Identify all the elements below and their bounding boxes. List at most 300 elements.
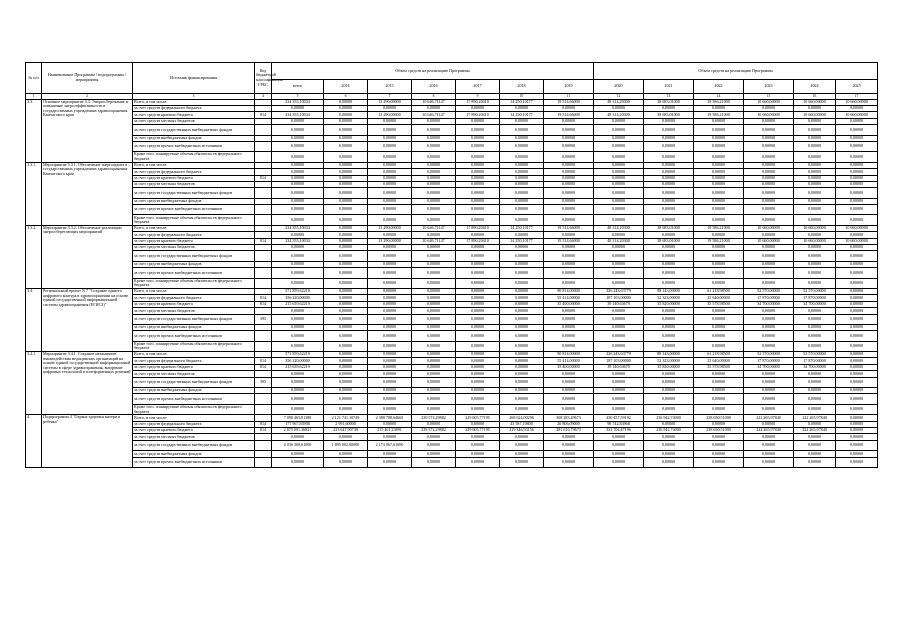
amount-cell: 0,00000	[272, 162, 324, 168]
amount-cell: 0,00000	[644, 278, 694, 288]
header-source: Источник финансирования	[133, 63, 255, 94]
amount-cell: 0,00000	[368, 308, 412, 314]
amount-cell: 0,00000	[544, 175, 594, 181]
amount-cell: 0,00000	[794, 232, 836, 238]
amount-cell: 0,00000	[744, 308, 794, 314]
amount-cell: 10 660,00000	[836, 99, 878, 105]
amount-cell: 0,00000	[368, 301, 412, 307]
amount-cell: 0,00000	[272, 141, 324, 151]
header-index: 6	[324, 94, 368, 100]
amount-cell: 0,00000	[456, 295, 500, 301]
table-row	[26, 331, 878, 341]
source-label: за счет средств краевого бюджета	[133, 238, 255, 244]
source-label: за счет средств местных бюджетов	[133, 181, 255, 187]
amount-cell: 0,00000	[594, 394, 644, 404]
amount-cell: 0,00000	[500, 169, 544, 175]
row-number: 3.3.	[26, 99, 42, 162]
amount-cell: 0,00000	[694, 188, 744, 198]
amount-cell: 0,00000	[836, 394, 878, 404]
amount-cell: 0,00000	[412, 162, 456, 168]
amount-cell: 0,00000	[368, 364, 412, 370]
amount-cell: 0,00000	[694, 434, 744, 440]
amount-cell: 0,00000	[500, 457, 544, 467]
budget-code: 814	[255, 301, 272, 307]
amount-cell: 34 700,00000	[794, 364, 836, 370]
table-row	[26, 141, 878, 151]
source-label: Всего, в том числе:	[133, 288, 255, 294]
source-label: за счет средств федерального бюджета	[133, 105, 255, 111]
header-index: 10	[500, 94, 544, 100]
source-label: за счет средств прочих внебюджетных источников	[133, 394, 255, 404]
amount-cell: 0,00000	[272, 118, 324, 124]
amount-cell: 0,00000	[272, 388, 324, 394]
amount-cell: 0,00000	[544, 314, 594, 324]
amount-cell: 35 578,98500	[694, 364, 744, 370]
amount-cell: 0,00000	[412, 358, 456, 364]
amount-cell: 0,00000	[412, 388, 456, 394]
amount-cell: 0,00000	[644, 394, 694, 404]
amount-cell: 0,00000	[744, 135, 794, 141]
amount-cell: 0,00000	[744, 268, 794, 278]
amount-cell: 0,00000	[544, 181, 594, 187]
table-body	[26, 99, 878, 467]
amount-cell: 0,00000	[644, 162, 694, 168]
amount-cell: 0,00000	[412, 188, 456, 198]
amount-cell: 0,00000	[594, 205, 644, 215]
amount-cell: 0,00000	[412, 141, 456, 151]
amount-cell: 0,00000	[368, 141, 412, 151]
amount-cell: 0,00000	[694, 232, 744, 238]
amount-cell: 10 660,00000	[744, 225, 794, 231]
amount-cell: 0,00000	[272, 331, 324, 341]
budget-code: 814	[255, 175, 272, 181]
amount-cell: 0,00000	[694, 394, 744, 404]
amount-cell: 25 640,00000	[694, 358, 744, 364]
amount-cell: 52 570,00000	[744, 288, 794, 294]
amount-cell: 0,00000	[744, 251, 794, 261]
amount-cell: 0,00000	[324, 301, 368, 307]
amount-cell: 0,00000	[644, 421, 694, 427]
amount-cell: 0,00000	[500, 352, 544, 358]
amount-cell: 14 250,10177	[500, 225, 544, 231]
header-index: 1	[26, 94, 42, 100]
amount-cell: 0,00000	[794, 162, 836, 168]
amount-cell: 0,00000	[456, 135, 500, 141]
amount-cell: 0,00000	[272, 105, 324, 111]
amount-cell: 234 355,10034	[272, 99, 324, 105]
amount-cell: 0,00000	[324, 135, 368, 141]
amount-cell: 35 400,00000	[544, 301, 594, 307]
source-label: за счет средств краевого бюджета	[133, 175, 255, 181]
amount-cell: 2 875 091,36821	[272, 428, 324, 434]
amount-cell: 0,00000	[456, 377, 500, 387]
amount-cell: 0,00000	[644, 440, 694, 450]
amount-cell: 0,00000	[456, 125, 500, 135]
amount-cell: 38 683,01000	[644, 225, 694, 231]
amount-cell: 48 314,20300	[594, 99, 644, 105]
table-row	[26, 268, 878, 278]
amount-cell: 0,00000	[272, 457, 324, 467]
amount-cell: 0,00000	[368, 152, 412, 162]
amount-cell: 0,00000	[836, 175, 878, 181]
amount-cell: 0,00000	[500, 371, 544, 377]
amount-cell: 0,00000	[744, 175, 794, 181]
amount-cell: 17 870,00000	[794, 295, 836, 301]
amount-cell: 0,00000	[694, 341, 744, 351]
amount-cell: 0,00000	[324, 188, 368, 198]
amount-cell: 0,00000	[368, 118, 412, 124]
amount-cell: 0,00000	[324, 377, 368, 387]
amount-cell: 0,00000	[594, 181, 644, 187]
amount-cell: 0,00000	[272, 135, 324, 141]
amount-cell: 0,00000	[794, 324, 836, 330]
amount-cell: 0,00000	[694, 181, 744, 187]
amount-cell: 0,00000	[694, 152, 744, 162]
amount-cell: 10 660,00000	[794, 112, 836, 118]
amount-cell: 0,00000	[794, 125, 836, 135]
amount-cell: 0,00000	[744, 141, 794, 151]
header-index: 13	[644, 94, 694, 100]
amount-cell: 0,00000	[836, 135, 878, 141]
table-row	[26, 251, 878, 261]
source-label: за счет средств внебюджетных фондов	[133, 198, 255, 204]
table-row	[26, 440, 878, 450]
amount-cell: 0,00000	[794, 451, 836, 457]
amount-cell: 1 895 002,00000	[324, 440, 368, 450]
amount-cell: 0,00000	[456, 141, 500, 151]
budget-code: 814	[255, 364, 272, 370]
amount-cell: 0,00000	[456, 152, 500, 162]
amount-cell: 0,00000	[594, 331, 644, 341]
amount-cell: 0,00000	[500, 251, 544, 261]
header-index: 7	[368, 94, 412, 100]
amount-cell: 19 586,21000	[694, 225, 744, 231]
amount-cell: 0,00000	[594, 324, 644, 330]
amount-cell: 0,00000	[324, 198, 368, 204]
amount-cell: 0,00000	[324, 404, 368, 414]
amount-cell: 0,00000	[324, 205, 368, 215]
amount-cell: 0,00000	[794, 268, 836, 278]
amount-cell: 0,00000	[412, 314, 456, 324]
amount-cell: 0,00000	[368, 434, 412, 440]
amount-cell: 0,00000	[694, 331, 744, 341]
amount-cell: 0,00000	[272, 278, 324, 288]
source-label: за счет средств прочих внебюджетных источников	[133, 141, 255, 151]
amount-cell: 0,00000	[412, 261, 456, 267]
source-label: Всего, в том числе:	[133, 225, 255, 231]
amount-cell: 0,00000	[500, 105, 544, 111]
amount-cell: 0,00000	[456, 118, 500, 124]
amount-cell: 0,00000	[412, 169, 456, 175]
amount-cell: 0,00000	[794, 394, 836, 404]
amount-cell: 10 646,71147	[412, 99, 456, 105]
amount-cell: 17 890,20410	[456, 112, 500, 118]
amount-cell: 17 870,00000	[744, 358, 794, 364]
amount-cell: 0,00000	[324, 331, 368, 341]
amount-cell: 0,00000	[324, 295, 368, 301]
amount-cell: 10 660,00000	[744, 112, 794, 118]
amount-cell: 0,00000	[594, 278, 644, 288]
budget-code: 814	[255, 238, 272, 244]
budget-code: 814	[255, 428, 272, 434]
amount-cell: 0,00000	[836, 404, 878, 414]
amount-cell: 38 683,01000	[644, 112, 694, 118]
amount-cell: 10 660,00000	[836, 225, 878, 231]
amount-cell: 0,00000	[594, 268, 644, 278]
amount-cell: 0,00000	[644, 268, 694, 278]
amount-cell: 0,00000	[794, 341, 836, 351]
budget-code	[255, 188, 272, 198]
amount-cell: 19 514,66000	[544, 112, 594, 118]
source-label: за счет средств федерального бюджета	[133, 421, 255, 427]
table-row	[26, 377, 878, 387]
amount-cell: 0,00000	[644, 169, 694, 175]
amount-cell: 0,00000	[368, 394, 412, 404]
amount-cell: 0,00000	[456, 341, 500, 351]
budget-code: 395	[255, 377, 272, 387]
amount-cell: 0,00000	[644, 457, 694, 467]
financing-table	[25, 62, 878, 468]
source-label: Кроме того, планируемые объемы обязательств федерального бюджета	[133, 215, 255, 225]
amount-cell: 0,00000	[544, 198, 594, 204]
amount-cell: 0,00000	[644, 251, 694, 261]
amount-cell: 0,00000	[794, 118, 836, 124]
amount-cell: 0,00000	[368, 215, 412, 225]
amount-cell: 55 414,00000	[544, 358, 594, 364]
amount-cell: 0,00000	[744, 440, 794, 450]
amount-cell: 0,00000	[744, 434, 794, 440]
table-row	[26, 205, 878, 215]
amount-cell: 0,00000	[836, 324, 878, 330]
amount-cell: 0,00000	[272, 245, 324, 251]
amount-cell: 0,00000	[644, 324, 694, 330]
budget-code: 814	[255, 295, 272, 301]
source-label: за счет средств государственных внебюджетных фондов	[133, 251, 255, 261]
amount-cell: 0,00000	[272, 314, 324, 324]
amount-cell: 0,00000	[544, 278, 594, 288]
amount-cell: 0,00000	[456, 371, 500, 377]
budget-code	[255, 394, 272, 404]
amount-cell: 0,00000	[412, 434, 456, 440]
amount-cell: 187 103,00000	[594, 295, 644, 301]
amount-cell: 0,00000	[324, 181, 368, 187]
measure-name: Основное мероприятие 3.3. Энергосбережение и повышение энергоэффективности в государственных учреждениях здравоохранения Камчатского края	[42, 99, 133, 162]
amount-cell: 0,00000	[324, 457, 368, 467]
amount-cell: 0,00000	[272, 394, 324, 404]
amount-cell: 0,00000	[456, 331, 500, 341]
amount-cell: 0,00000	[744, 404, 794, 414]
amount-cell: 0,00000	[594, 308, 644, 314]
amount-cell: 0,00000	[744, 152, 794, 162]
amount-cell: 0,00000	[836, 118, 878, 124]
amount-cell: 0,00000	[324, 118, 368, 124]
amount-cell: 0,00000	[500, 278, 544, 288]
amount-cell: 0,00000	[368, 162, 412, 168]
amount-cell: 0,00000	[836, 331, 878, 341]
amount-cell: 0,00000	[324, 112, 368, 118]
amount-cell: 0,00000	[544, 261, 594, 267]
amount-cell: 0,00000	[836, 301, 878, 307]
amount-cell: 0,00000	[836, 198, 878, 204]
amount-cell: 0,00000	[324, 434, 368, 440]
budget-code: 814	[255, 112, 272, 118]
amount-cell: 0,00000	[836, 451, 878, 457]
amount-cell: 0,00000	[368, 324, 412, 330]
amount-cell: 0,00000	[594, 169, 644, 175]
amount-cell: 0,00000	[544, 105, 594, 111]
amount-cell: 0,00000	[594, 434, 644, 440]
amount-cell: 88 143,00000	[644, 288, 694, 294]
amount-cell: 0,00000	[500, 215, 544, 225]
amount-cell: 0,00000	[744, 394, 794, 404]
amount-cell: 0,00000	[544, 331, 594, 341]
amount-cell: 0,00000	[456, 301, 500, 307]
amount-cell: 0,00000	[644, 331, 694, 341]
amount-cell: 0,00000	[456, 388, 500, 394]
table-row	[26, 152, 878, 162]
amount-cell: 61 218,98500	[694, 288, 744, 294]
source-label: за счет средств прочих внебюджетных источников	[133, 331, 255, 341]
amount-cell: 13 290,00000	[368, 238, 412, 244]
amount-cell: 52 570,00000	[794, 288, 836, 294]
amount-cell: 0,00000	[544, 451, 594, 457]
amount-cell: 0,00000	[324, 105, 368, 111]
header-year: 2021	[644, 80, 694, 94]
amount-cell: 0,00000	[456, 162, 500, 168]
amount-cell: 0,00000	[544, 434, 594, 440]
amount-cell: 238 650,51000	[694, 415, 744, 421]
amount-cell: 0,00000	[412, 301, 456, 307]
amount-cell: 17 870,00000	[794, 358, 836, 364]
source-label: за счет средств прочих внебюджетных источников	[133, 457, 255, 467]
amount-cell: 0,00000	[368, 261, 412, 267]
source-label: за счет средств местных бюджетов	[133, 308, 255, 314]
amount-cell: 0,00000	[544, 118, 594, 124]
amount-cell: 0,00000	[836, 215, 878, 225]
amount-cell: 0,00000	[644, 388, 694, 394]
row-number: 3.3.2.	[26, 225, 42, 288]
amount-cell: 0,00000	[412, 251, 456, 261]
amount-cell: 90 814,00000	[544, 288, 594, 294]
amount-cell: 0,00000	[694, 314, 744, 324]
amount-cell: 0,00000	[694, 245, 744, 251]
amount-cell: 0,00000	[324, 225, 368, 231]
amount-cell: 0,00000	[694, 205, 744, 215]
header-name: Наименование Программы / подпрограммы / мероприятия	[42, 63, 133, 94]
header-index: 11	[544, 94, 594, 100]
amount-cell: 222 265,97840	[744, 428, 794, 434]
amount-cell: 0,00000	[694, 308, 744, 314]
row-number: 4.	[26, 415, 42, 468]
amount-cell: 0,00000	[694, 162, 744, 168]
source-label: за счет средств местных бюджетов	[133, 371, 255, 377]
header-year: 2018	[500, 80, 544, 94]
amount-cell: 0,00000	[412, 308, 456, 314]
amount-cell: 0,00000	[272, 324, 324, 330]
amount-cell: 52 570,00000	[744, 352, 794, 358]
amount-cell: 0,00000	[500, 198, 544, 204]
header-num: № п/п	[26, 63, 42, 94]
amount-cell: 0,00000	[594, 232, 644, 238]
amount-cell: 0,00000	[368, 288, 412, 294]
amount-cell: 0,00000	[456, 364, 500, 370]
amount-cell: 0,00000	[412, 331, 456, 341]
amount-cell: 88 143,00000	[644, 352, 694, 358]
amount-cell: 234 355,10034	[272, 112, 324, 118]
amount-cell: 0,00000	[836, 428, 878, 434]
amount-cell: 0,00000	[794, 188, 836, 198]
amount-cell: 0,00000	[694, 118, 744, 124]
amount-cell: 0,00000	[368, 314, 412, 324]
amount-cell: 0,00000	[456, 215, 500, 225]
amount-cell: 0,00000	[594, 457, 644, 467]
amount-cell: 0,00000	[500, 152, 544, 162]
amount-cell: 0,00000	[412, 440, 456, 450]
amount-cell: 2 388 708,64665	[368, 415, 412, 421]
amount-cell: 356 220,00000	[272, 358, 324, 364]
source-label: Кроме того, планируемые объемы обязательств федерального бюджета	[133, 152, 255, 162]
amount-cell: 0,00000	[644, 135, 694, 141]
amount-cell: 52 570,00000	[794, 352, 836, 358]
header-index: 2	[42, 94, 133, 100]
amount-cell: 219 346,93156	[500, 428, 544, 434]
amount-cell: 0,00000	[412, 268, 456, 278]
amount-cell: 0,00000	[368, 295, 412, 301]
amount-cell: 0,00000	[594, 162, 644, 168]
amount-cell: 356 220,00000	[272, 295, 324, 301]
amount-cell: 10 660,00000	[836, 238, 878, 244]
amount-cell: 0,00000	[594, 371, 644, 377]
amount-cell: 0,00000	[456, 308, 500, 314]
amount-cell: 0,00000	[694, 198, 744, 204]
amount-cell: 0,00000	[324, 245, 368, 251]
amount-cell: 0,00000	[272, 125, 324, 135]
amount-cell: 0,00000	[836, 358, 878, 364]
amount-cell: 0,00000	[644, 175, 694, 181]
amount-cell: 0,00000	[594, 188, 644, 198]
amount-cell: 10 660,00000	[794, 225, 836, 231]
amount-cell: 19 514,66000	[544, 225, 594, 231]
amount-cell: 0,00000	[836, 371, 878, 377]
amount-cell: 222 265,97840	[744, 415, 794, 421]
budget-code	[255, 125, 272, 135]
amount-cell: 0,00000	[500, 135, 544, 141]
amount-cell: 0,00000	[500, 314, 544, 324]
amount-cell: 0,00000	[412, 118, 456, 124]
amount-cell: 236 942,74000	[644, 415, 694, 421]
amount-cell: 0,00000	[836, 421, 878, 427]
amount-cell: 0,00000	[412, 451, 456, 457]
amount-cell: 0,00000	[368, 251, 412, 261]
amount-cell: 0,00000	[544, 324, 594, 330]
amount-cell: 10 646,71147	[412, 112, 456, 118]
amount-cell: 0,00000	[368, 125, 412, 135]
amount-cell: 2 173 067,61000	[368, 440, 412, 450]
amount-cell: 0,00000	[694, 141, 744, 151]
amount-cell: 0,00000	[744, 457, 794, 467]
amount-cell: 0,00000	[500, 268, 544, 278]
amount-cell: 35 820,00000	[644, 301, 694, 307]
amount-cell: 0,00000	[836, 314, 878, 324]
source-label: за счет средств краевого бюджета	[133, 428, 255, 434]
header-group-later: Объем средств на реализацию Программы	[594, 63, 878, 80]
amount-cell: 0,00000	[544, 251, 594, 261]
amount-cell: 0,00000	[368, 245, 412, 251]
amount-cell: 10 660,00000	[744, 238, 794, 244]
amount-cell: 0,00000	[368, 205, 412, 215]
amount-cell: 0,00000	[324, 251, 368, 261]
amount-cell: 0,00000	[644, 404, 694, 414]
